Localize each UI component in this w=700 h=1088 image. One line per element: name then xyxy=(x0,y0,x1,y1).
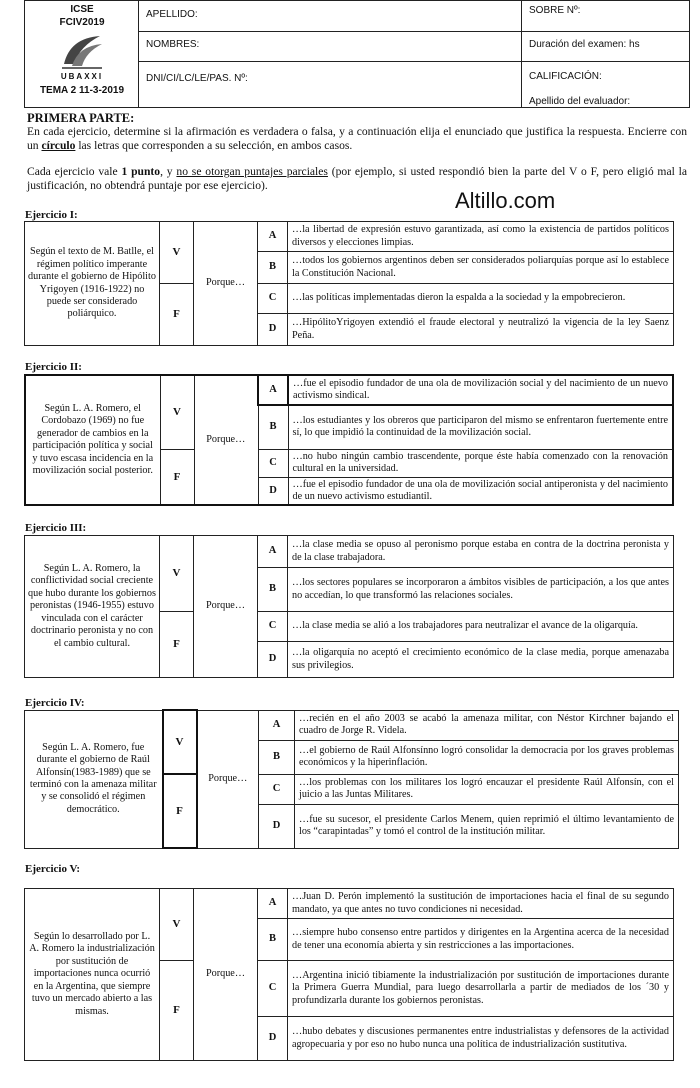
exercise-1-option-c-letter[interactable]: C xyxy=(258,284,288,314)
exercise-5-option-d-letter[interactable]: D xyxy=(258,1017,288,1061)
exercise-2-option-d-letter[interactable]: D xyxy=(258,477,288,505)
exercise-3-stem: Según L. A. Romero, la conflictividad social creciente que hubo durante los gobiernos peronistas (1946-1955) estuvo vinculada con el carácter doctrinario peronista y no con el cambio cultural. xyxy=(25,536,160,678)
exercise-3-option-c-letter[interactable]: C xyxy=(258,612,288,642)
instructions-paragraph: En cada ejercicio, determine si la afirmación es verdadera o falsa, y a continuación elija el enunciado que justifica la respuesta. Encierre con un círculo las letras que corresponden a su selección, en ambos casos. xyxy=(27,125,687,152)
calificacion-field[interactable]: CALIFICACIÓN: xyxy=(529,71,602,82)
exercise-5-true-option[interactable]: V xyxy=(160,889,194,961)
exercise-5-porque: Porque… xyxy=(194,889,258,1061)
exercise-5-option-d: …hubo debates y discusiones permanentes entre industrialistas y defensores de la actividad agropecuaria y por eso no hubo nunca una política de industrialización sustitutiva. xyxy=(288,1017,674,1061)
exercise-4-option-b-letter[interactable]: B xyxy=(259,740,295,774)
exercise-4-title: Ejercicio IV: xyxy=(25,697,85,709)
exercise-5-option-c-letter[interactable]: C xyxy=(258,961,288,1017)
watermark: Altillo.com xyxy=(455,188,556,213)
exercise-2-option-a: …fue el episodio fundador de una ola de movilización social y del nacimiento de un nuevo activismo sindical. xyxy=(288,375,673,405)
exercise-1-title: Ejercicio I: xyxy=(25,209,78,221)
exercise-1-option-d-letter[interactable]: D xyxy=(258,314,288,346)
section-heading: PRIMERA PARTE: xyxy=(27,111,135,125)
exercise-2-table xyxy=(24,374,674,506)
exercise-4-true-option[interactable]: V xyxy=(163,710,197,774)
exercise-4-option-d: …fue su sucesor, el presidente Carlos Menem, quien reprimió el último levantamiento de los “carapintadas” y tomó el control de la institución militar. xyxy=(295,804,679,848)
exercise-1-option-b: …todos los gobiernos argentinos deben ser considerados poliarquías porque así lo establece la Constitución Nacional. xyxy=(288,252,674,284)
exercise-3-table xyxy=(24,535,674,678)
exercise-1-porque: Porque… xyxy=(194,222,258,346)
exercise-3-option-a-letter[interactable]: A xyxy=(258,536,288,568)
evaluador-field[interactable]: Apellido del evaluador: xyxy=(529,96,631,107)
exercise-4-option-a: …recién en el año 2003 se acabó la amenaza militar, con Néstor Kirchner bajando el cuadro de Jorge R. Videla. xyxy=(295,710,679,740)
sobre-field[interactable]: SOBRE Nº: xyxy=(529,5,581,16)
exercise-3-true-option[interactable]: V xyxy=(160,536,194,612)
exercise-5-option-b: …siempre hubo consenso entre partidos y dirigentes en la Argentina acerca de la necesidad de tener una economía abierta y sin restricciones a las importaciones. xyxy=(288,919,674,961)
exercise-2-option-b-letter[interactable]: B xyxy=(258,405,288,449)
exercise-2-title: Ejercicio II: xyxy=(25,361,82,373)
exercise-1-option-a-letter[interactable]: A xyxy=(258,222,288,252)
exercise-4-option-a-letter[interactable]: A xyxy=(259,710,295,740)
exercise-3-option-a: …la clase media se opuso al peronismo porque estaba en contra de la doctrina peronista y de la clase trabajadora. xyxy=(288,536,674,568)
exercise-5-option-c: …Argentina inició tibiamente la industrialización por sustitución de importaciones durante la Primera Guerra Mundial, para luego desarrollarla a partir de mediados de los ´30 y profundizarla durante los gobiernos peronistas. xyxy=(288,961,674,1017)
exercise-5-stem: Según lo desarrollado por L. A. Romero la industrialización por sustitución de importaciones nunca ocurrió en la Argentina, que siempre tuvo un mercado abierto a las mismas. xyxy=(25,889,160,1061)
exercise-1-option-b-letter[interactable]: B xyxy=(258,252,288,284)
exercise-3-option-d: …la oligarquía no aceptó el crecimiento económico de la clase media, porque amenazaba sus privilegios. xyxy=(288,642,674,678)
exercise-3-option-c: …la clase media se alió a los trabajadores para neutralizar el avance de la oligarquía. xyxy=(288,612,674,642)
exercise-4-porque: Porque… xyxy=(197,710,259,848)
exercise-5-title: Ejercicio V: xyxy=(25,863,81,875)
tema-label: TEMA 2 11-3-2019 xyxy=(39,85,125,96)
exercise-4-option-c-letter[interactable]: C xyxy=(259,774,295,804)
duracion-field[interactable]: Duración del examen: hs xyxy=(529,39,640,50)
exercise-3-porque: Porque… xyxy=(194,536,258,678)
exercise-2-option-b: …los estudiantes y los obreros que participaron del mismo se enfrentaron fuertemente entre sí, lo que impidió la continuidad de la movilización social. xyxy=(288,405,673,449)
exercise-1-option-a: …la libertad de expresión estuvo garantizada, así como la existencia de partidos políticos diversos y elecciones limpias. xyxy=(288,222,674,252)
exercise-4-option-b: …el gobierno de Raúl Alfonsínno logró consolidar la democracia por los graves problemas económicos y la hiperinflación. xyxy=(295,740,679,774)
logo-cell xyxy=(25,1,139,107)
exercise-3-option-d-letter[interactable]: D xyxy=(258,642,288,678)
institution-label: ICSE xyxy=(70,4,94,15)
exercise-2-option-a-letter[interactable]: A xyxy=(258,375,288,405)
exercise-1-option-d: …HipólitoYrigoyen extendió el fraude electoral y neutralizó la vigencia de la ley Saenz Peña. xyxy=(288,314,674,346)
ubaxxi-logo-icon xyxy=(60,32,104,70)
exam-header xyxy=(24,0,690,108)
dni-field[interactable]: DNI/CI/LC/LE/PAS. Nº: xyxy=(146,73,248,84)
exercise-5-option-a-letter[interactable]: A xyxy=(258,889,288,919)
exercise-3-option-b-letter[interactable]: B xyxy=(258,568,288,612)
exercise-2-option-d: …fue el episodio fundador de una ola de movilización social antiperonista y del nacimiento de un nuevo activismo estudiantil. xyxy=(288,477,673,505)
exercise-2-porque: Porque… xyxy=(194,375,258,505)
apellido-field[interactable]: APELLIDO: xyxy=(146,9,198,20)
exercise-4-table xyxy=(24,709,679,849)
exercise-4-stem: Según L. A. Romero, fue durante el gobierno de Raúl Alfonsín(1983-1989) que se terminó con la amenaza militar y se consolidó el régimen democrático. xyxy=(25,710,163,848)
exercise-3-option-b: …los sectores populares se incorporaron a ámbitos visibles de participación, a los que antes no accedían, lo que transformó las relaciones sociales. xyxy=(288,568,674,612)
nombres-field[interactable]: NOMBRES: xyxy=(146,39,200,50)
exercise-1-table xyxy=(24,221,674,346)
exercise-4-option-d-letter[interactable]: D xyxy=(259,804,295,848)
exercise-3-false-option[interactable]: F xyxy=(160,612,194,678)
exercise-5-option-a: …Juan D. Perón implementó la sustitución de importaciones hacia el final de su segundo mandato, ya que antes no tuvo condiciones ni necesidad. xyxy=(288,889,674,919)
exercise-2-option-c-letter[interactable]: C xyxy=(258,449,288,477)
exercise-3-title: Ejercicio III: xyxy=(25,522,87,534)
scoring-paragraph: Cada ejercicio vale 1 punto, y no se otorgan puntajes parciales (por ejemplo, si usted respondió bien la parte del V o F, pero eligió mal la justificación, no obtendrá puntaje por ese ejercicio). xyxy=(27,165,687,192)
exercise-1-false-option[interactable]: F xyxy=(160,284,194,346)
exercise-2-option-c: …no hubo ningún cambio trascendente, porque éste había comenzado con la renovación cultural en la universidad. xyxy=(288,449,673,477)
exercise-2-false-option[interactable]: F xyxy=(160,449,194,505)
exercise-5-table xyxy=(24,888,674,1061)
exercise-1-stem: Según el texto de M. Batlle, el régimen político imperante durante el gobierno de Hipólito Yrigoyen (1916-1922) no puede ser considerado poliárquico. xyxy=(25,222,160,346)
exercise-2-true-option[interactable]: V xyxy=(160,375,194,449)
exercise-5-option-b-letter[interactable]: B xyxy=(258,919,288,961)
exercise-5-false-option[interactable]: F xyxy=(160,961,194,1061)
exercise-2-stem: Según L. A. Romero, el Cordobazo (1969) no fue generador de cambios en la participación política y social y tuvo escasa incidencia en la movilización social posterior. xyxy=(25,375,160,505)
exercise-1-true-option[interactable]: V xyxy=(160,222,194,284)
logo-text: UBAXXI xyxy=(60,72,104,81)
exercise-1-option-c: …las políticas implementadas dieron la espalda a la sociedad y la empobrecieron. xyxy=(288,284,674,314)
exercise-4-option-c: …los problemas con los militares los logró encauzar el presidente Raúl Alfonsín, con el juicio a las Juntas Militares. xyxy=(295,774,679,804)
exercise-4-false-option[interactable]: F xyxy=(163,774,197,848)
course-code: FCIV2019 xyxy=(59,17,105,28)
